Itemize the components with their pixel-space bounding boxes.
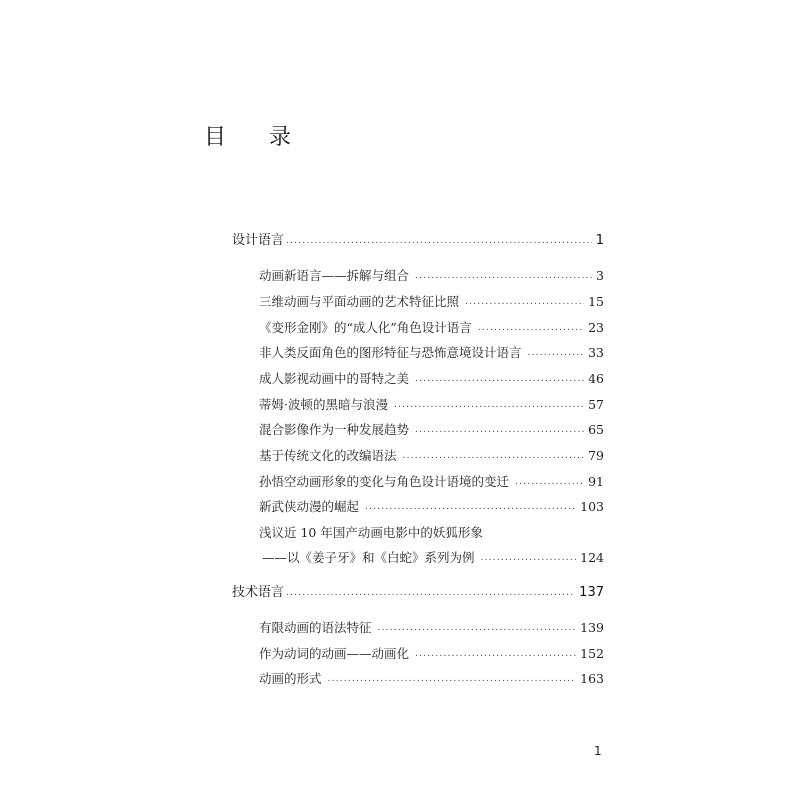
toc-entry[interactable] bbox=[259, 499, 604, 515]
toc-entry[interactable] bbox=[259, 671, 604, 687]
page-number: 23 bbox=[588, 320, 604, 335]
entry-title: 混合影像作为一种发展趋势 bbox=[259, 422, 410, 437]
toc-entry[interactable] bbox=[259, 397, 604, 413]
leader-dots bbox=[415, 646, 576, 662]
page-number: 163 bbox=[580, 671, 604, 686]
leader-dots bbox=[415, 268, 592, 284]
entry-title: 孙悟空动画形象的变化与角色设计语境的变迁 bbox=[259, 474, 510, 489]
leader-dots bbox=[378, 620, 577, 636]
page-number: 15 bbox=[588, 294, 604, 309]
page-number: 33 bbox=[588, 345, 604, 360]
page-number: 79 bbox=[588, 448, 604, 463]
page-number: 1 bbox=[595, 233, 604, 248]
entry-title: 动画的形式 bbox=[259, 671, 322, 686]
entry-title: 《变形金刚》的“成人化”角色设计语言 bbox=[259, 320, 472, 335]
leader-dots bbox=[515, 474, 584, 490]
toc-entry[interactable] bbox=[259, 268, 604, 284]
entry-title: 三维动画与平面动画的艺术特征比照 bbox=[259, 294, 460, 309]
toc-entry[interactable] bbox=[259, 345, 604, 361]
toc-entry[interactable] bbox=[259, 294, 604, 310]
entry-title: 有限动画的语法特征 bbox=[259, 620, 372, 635]
leader-dots bbox=[481, 550, 577, 566]
page-folio: 1 bbox=[594, 744, 602, 758]
leader-dots bbox=[286, 233, 592, 249]
toc-section-heading[interactable] bbox=[232, 585, 604, 601]
toc-section-heading[interactable] bbox=[232, 233, 604, 249]
leader-dots bbox=[528, 345, 585, 361]
section-title: 设计语言 bbox=[232, 233, 285, 248]
page-number: 65 bbox=[588, 422, 604, 437]
toc-entry[interactable] bbox=[259, 371, 604, 387]
leader-dots bbox=[415, 371, 584, 387]
entry-title: 作为动词的动画——动画化 bbox=[259, 646, 410, 661]
page-number: 46 bbox=[588, 371, 604, 386]
entry-title[interactable]: 浅议近 10 年国产动画电影中的妖狐形象 bbox=[259, 525, 483, 540]
toc-entry[interactable] bbox=[259, 320, 604, 336]
leader-dots bbox=[394, 397, 584, 413]
page-number: 137 bbox=[579, 585, 604, 600]
page-number: 3 bbox=[596, 268, 604, 283]
page-number: 103 bbox=[580, 499, 604, 514]
entry-subtitle: ——以《姜子牙》和《白蛇》系列为例 bbox=[262, 550, 475, 565]
entry-title: 动画新语言——拆解与组合 bbox=[259, 268, 410, 283]
leader-dots bbox=[286, 585, 575, 601]
entry-title: 基于传统文化的改编语法 bbox=[259, 448, 397, 463]
leader-dots bbox=[403, 448, 585, 464]
toc-entry[interactable] bbox=[259, 620, 604, 636]
toc-entry[interactable] bbox=[259, 646, 604, 662]
page-number: 91 bbox=[588, 474, 604, 489]
leader-dots bbox=[415, 422, 584, 438]
entry-title: 非人类反面角色的图形特征与恐怖意境设计语言 bbox=[259, 345, 522, 360]
entry-title: 新武侠动漫的崛起 bbox=[259, 499, 360, 514]
leader-dots bbox=[465, 294, 584, 310]
page-title: 目 录 bbox=[204, 125, 309, 150]
toc-entry-continuation[interactable] bbox=[262, 550, 604, 566]
page-number: 139 bbox=[580, 620, 604, 635]
toc-entry[interactable] bbox=[259, 422, 604, 438]
leader-dots bbox=[365, 499, 576, 515]
page-number: 124 bbox=[580, 550, 604, 565]
page-number: 57 bbox=[588, 397, 604, 412]
page-number: 152 bbox=[580, 646, 604, 661]
toc-entry[interactable] bbox=[259, 448, 604, 464]
entry-title: 成人影视动画中的哥特之美 bbox=[259, 371, 410, 386]
entry-title: 蒂姆·波顿的黑暗与浪漫 bbox=[259, 397, 388, 412]
leader-dots bbox=[478, 320, 584, 336]
leader-dots bbox=[328, 671, 577, 687]
toc-entry[interactable] bbox=[259, 474, 604, 490]
section-title: 技术语言 bbox=[232, 585, 285, 600]
